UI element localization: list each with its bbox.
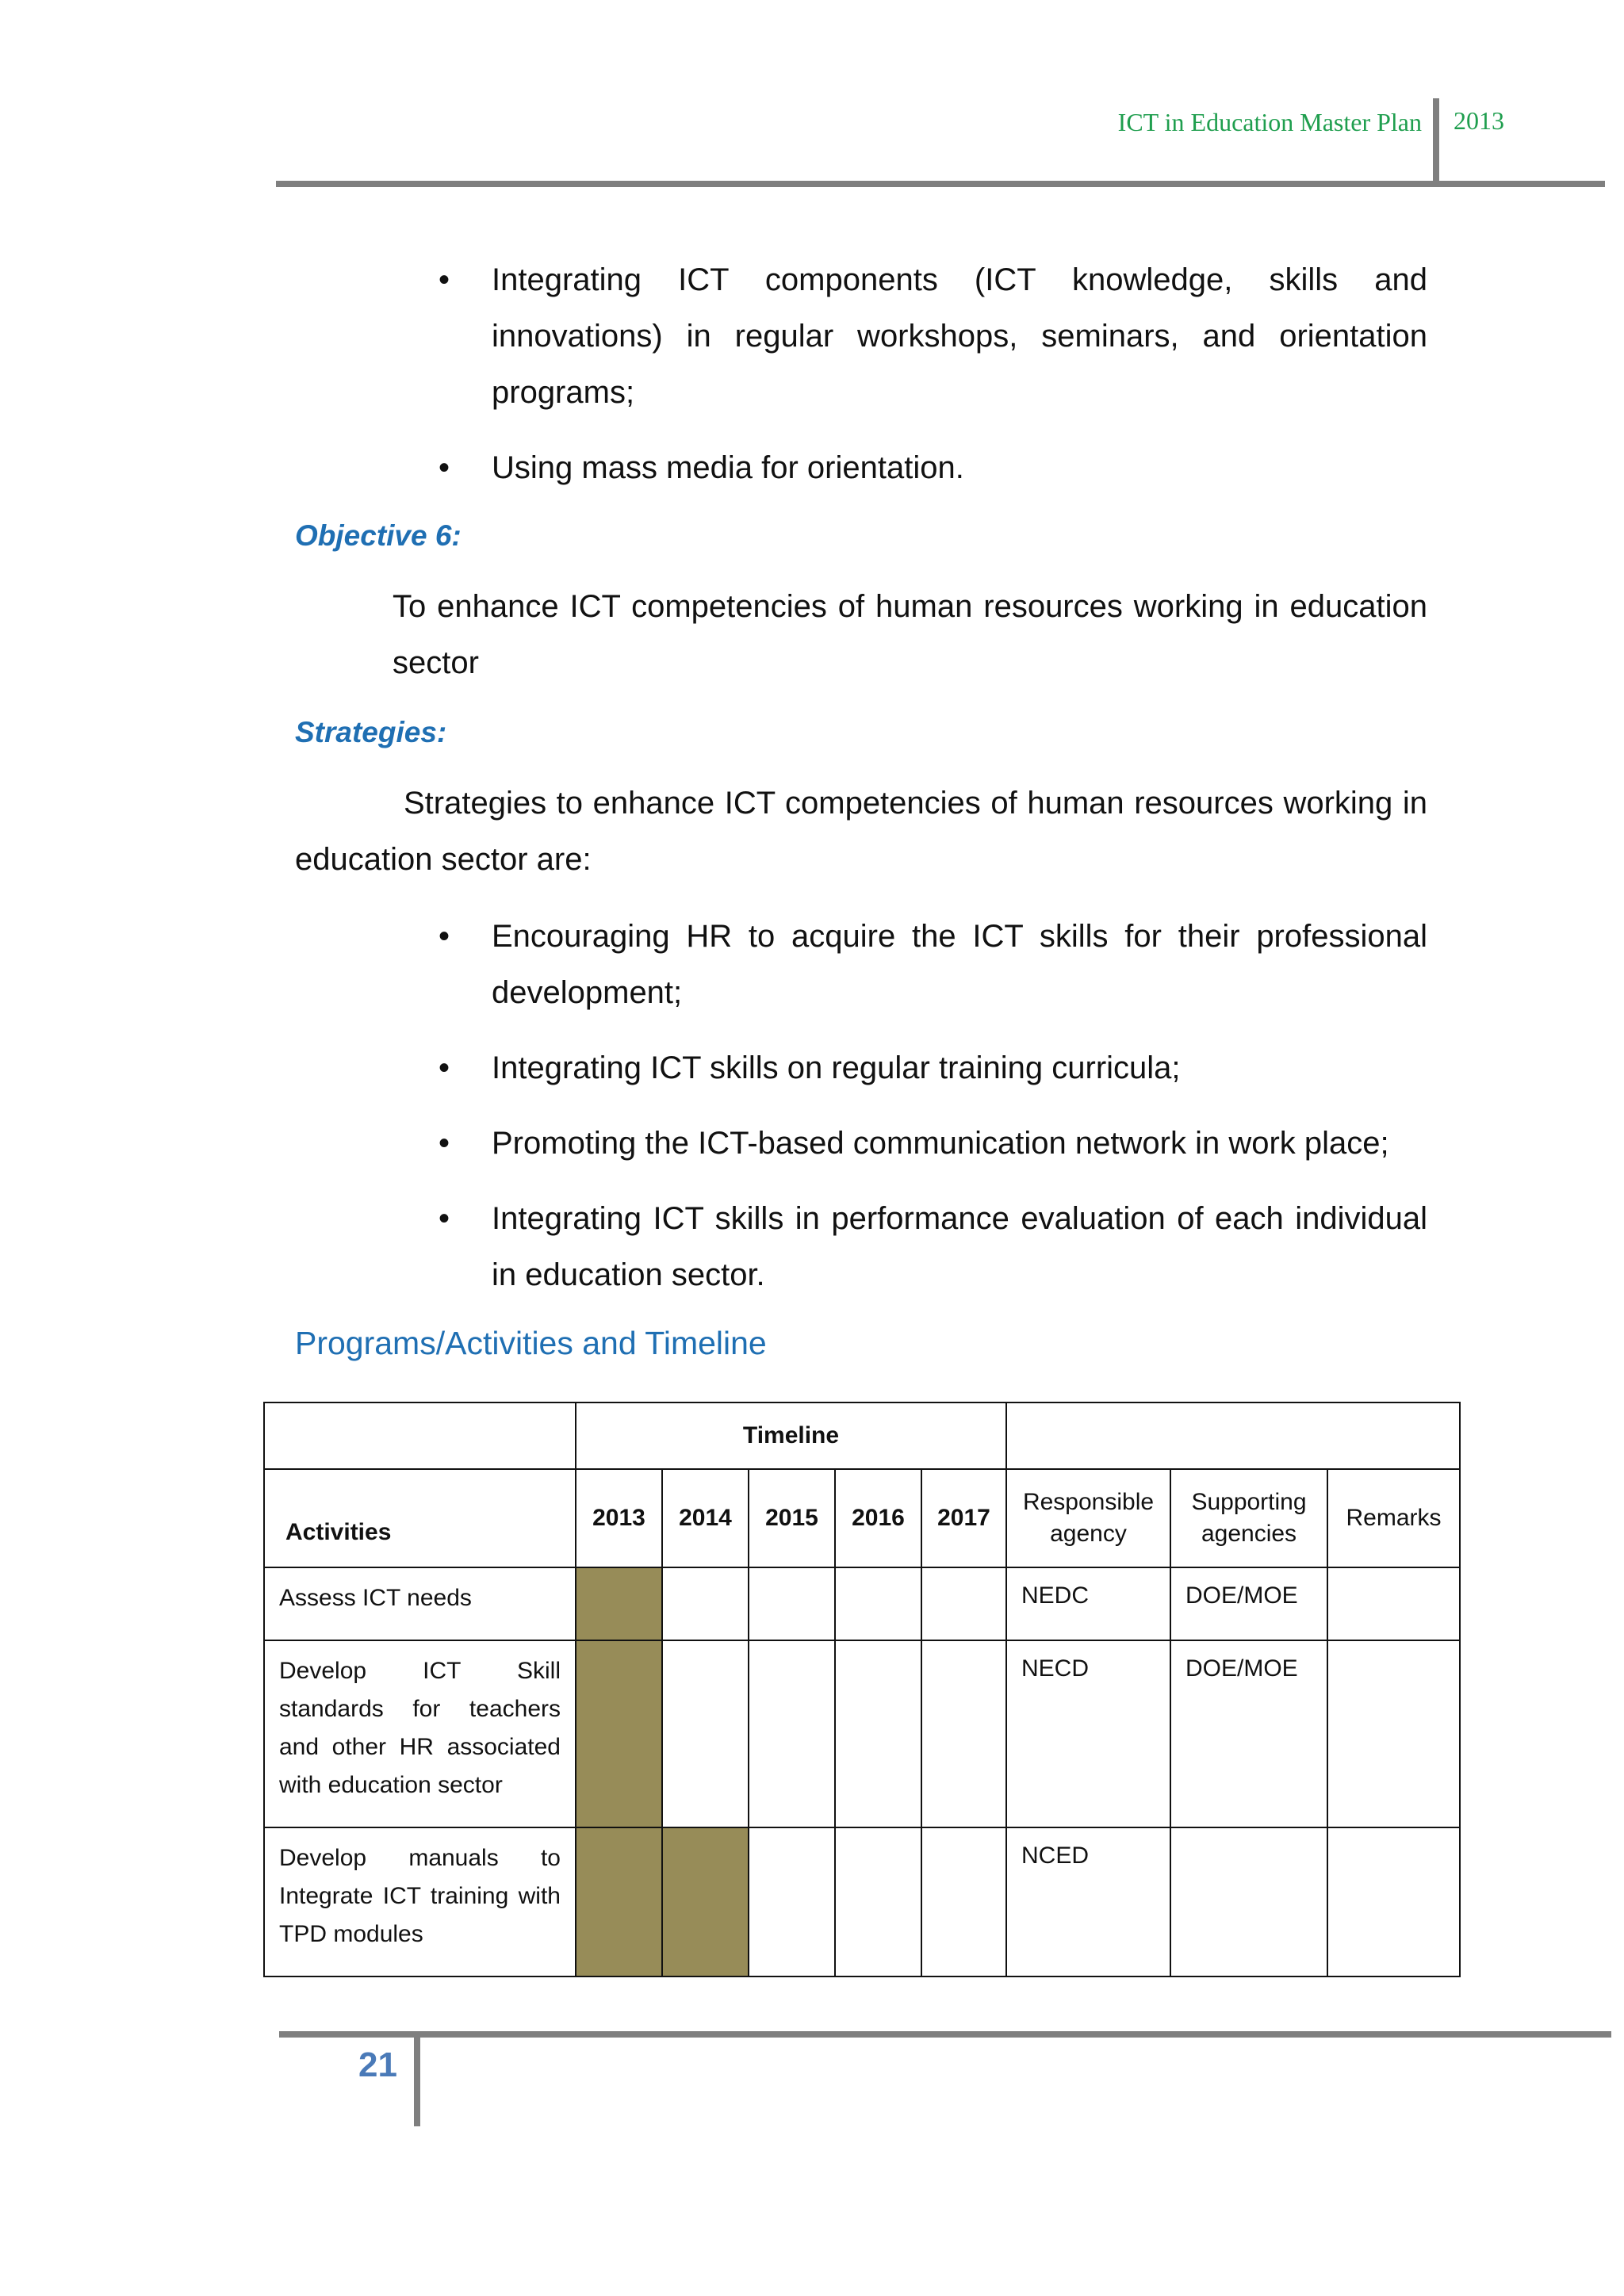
activity-cell: Assess ICT needs [264,1567,576,1640]
list-item: • Encouraging HR to acquire the ICT skills for their professional development; [439,909,1427,1021]
responsible-agency-cell: NEDC [1006,1567,1170,1640]
responsible-agency-header: Responsible agency [1006,1469,1170,1567]
table-subheader-row [264,1469,1460,1567]
remarks-cell [1327,1640,1460,1827]
header-rule [276,181,1605,187]
year-header: 2013 [576,1469,662,1567]
year-header: 2017 [921,1469,1006,1567]
list-item: • Integrating ICT skills in performance evaluation of each individual in education sector. [439,1191,1427,1303]
remarks-header: Remarks [1327,1469,1460,1567]
timeline-table [263,1402,1461,1977]
strategies-heading: Strategies: [295,716,447,748]
top-bullet-list [439,252,1427,515]
activity-cell: Develop manuals to Integrate ICT training with TPD modules [264,1827,576,1976]
timeline-cell [662,1640,749,1827]
activities-header: Activities [264,1469,576,1567]
header-divider-vertical [1433,98,1439,186]
year-header: 2016 [835,1469,921,1567]
table-row [264,1567,1460,1640]
timeline-cell [921,1567,1006,1640]
remarks-cell [1327,1827,1460,1976]
list-item: • Integrating ICT skills on regular training curricula; [439,1040,1427,1096]
timeline-cell [576,1567,662,1640]
running-header-year: 2013 [1454,106,1504,135]
timeline-cell [749,1567,835,1640]
year-header: 2015 [749,1469,835,1567]
timeline-cell [835,1640,921,1827]
supporting-agency-cell: DOE/MOE [1170,1567,1327,1640]
timeline-header: Timeline [576,1402,1006,1469]
supporting-agencies-header: Supporting agencies [1170,1469,1327,1567]
remarks-cell [1327,1567,1460,1640]
programs-section-title: Programs/Activities and Timeline [295,1325,767,1361]
list-item: • Using mass media for orientation. [439,440,1427,496]
timeline-cell [662,1827,749,1976]
table-header-empty [264,1402,576,1469]
timeline-cell [835,1827,921,1976]
strategies-bullet-list [439,909,1427,1322]
timeline-cell [921,1640,1006,1827]
timeline-cell [576,1827,662,1976]
timeline-cell [835,1567,921,1640]
page-number: 21 [358,2045,397,2084]
objective-heading: Objective 6: [295,519,462,552]
responsible-agency-cell: NECD [1006,1640,1170,1827]
table-header-empty [1006,1402,1460,1469]
supporting-agency-cell [1170,1827,1327,1976]
strategies-intro: Strategies to enhance ICT competencies of human resources working in education sector are: [295,786,1427,877]
table-row [264,1640,1460,1827]
table-header-row [264,1402,1460,1469]
running-header-title: ICT in Education Master Plan [1117,108,1422,136]
footer-rule [279,2031,1611,2038]
responsible-agency-cell: NCED [1006,1827,1170,1976]
timeline-cell [662,1567,749,1640]
year-header: 2014 [662,1469,749,1567]
objective-text: To enhance ICT competencies of human resources working in education sector [393,589,1427,680]
timeline-cell [576,1640,662,1827]
supporting-agency-cell: DOE/MOE [1170,1640,1327,1827]
list-item: • Integrating ICT components (ICT knowledge, skills and innovations) in regular workshops, seminars, and orientation programs; [439,252,1427,421]
footer-divider-vertical [414,2031,420,2126]
table-row [264,1827,1460,1976]
activity-cell: Develop ICT Skill standards for teachers and other HR associated with education sector [264,1640,576,1827]
timeline-cell [921,1827,1006,1976]
timeline-cell [749,1827,835,1976]
list-item: • Promoting the ICT-based communication network in work place; [439,1115,1427,1172]
timeline-cell [749,1640,835,1827]
